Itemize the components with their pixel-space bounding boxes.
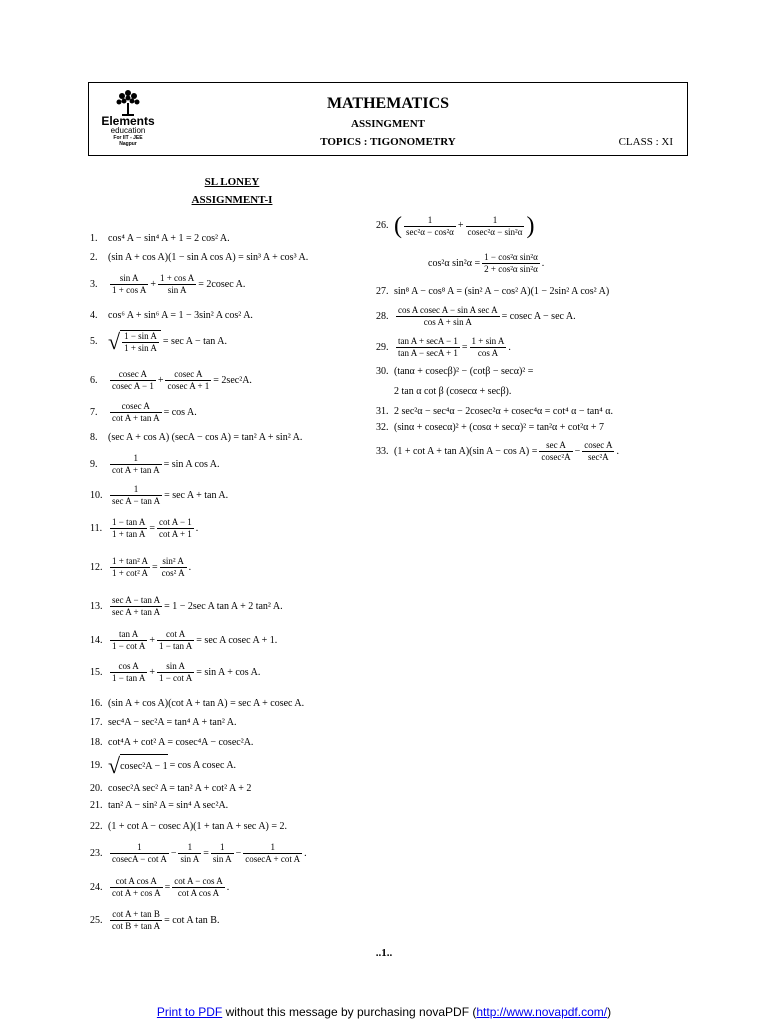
problem-29: 29. tan A + secA − 1 tan A − secA + 1 = $\frac{\text{1 + sin A}}{\text{cos A}}$ . [376,336,511,358]
problem-31: 31. 2 sec²α − sec⁴α − 2cosec²α + cosec⁴α = cot⁴ α − tan⁴ α. [376,406,613,417]
problem-33: 33. (1 + cot A + tan A)(sin A − cos A) = sec A cosec²A − cosec A sec²A . [376,440,619,462]
footer-end: ) [607,1005,612,1019]
problem-10: 10. 1 sec A − tan A = sec A + tan A. [90,484,229,506]
header-box [88,82,688,156]
problem-26-continued: cos²α sin²α = $\frac{\text{1 − cos²α sin²α}}{\text{2 + cos²α sin²α}}$ . [428,252,545,274]
problem-12: 12. $\frac{\text{1 + tan² A}}{\text{1 + cot² A}}$ = $\frac{\text{sin² A}}{\text{cos² A}}$ . [90,556,192,578]
footer-bar [0,1005,768,1019]
doc-subtitle: ASSINGMENT [351,118,425,130]
class-label: CLASS : XI [618,136,673,148]
problem-3: 3. sin A 1 + cos A + $\frac{\text{1 + cos A}}{\text{sin A}}$ = 2cosec A. [90,273,246,295]
print-to-pdf-link[interactable]: Print to PDF [156,1005,223,1019]
problem-18: 18. cot⁴A + cot² A = cosec⁴A − cosec²A. [90,737,254,748]
section-title: SL LONEY [204,176,260,188]
logo-text: Elements [101,114,155,128]
problem-19: 19. √ cosec²A − 1 = cos A cosec A. [90,753,237,778]
problem-13: 13. sec A − tan A sec A + tan A = 1 − 2sec A tan A + 2 tan² A. [90,595,283,617]
doc-topic: TOPICS : TIGONOMETRY [320,136,456,148]
footer-text: without this message by purchasing novaPDF ( [222,1005,477,1019]
problem-4: 4. cos⁶ A + sin⁶ A = 1 − 3sin² A cos² A. [90,310,253,321]
problem-2: 2. (sin A + cos A)(1 − sin A cos A) = sin³ A + cos³ A. [90,252,309,263]
page-number: ..1.. [375,947,393,959]
problem-26: 26. ( 1 sec²α − cos²α + $\frac{1}{\text{cosec²α − sin²α}}$ ) [376,213,535,239]
problem-5: 5. √ 1 − sin A 1 + sin A = sec A − tan A. [90,329,227,354]
problem-23: 23. 1 cosecA − cot A − $\frac{1}{\text{sin A}}$ = $\frac{1}{\text{sin A}}$ − 1 cosecA + cot A . [90,842,307,864]
problem-16: 16. (sin A + cos A)(cot A + tan A) = sec A + cosec A. [90,698,305,709]
logo-tag2: Nagpur [119,141,137,147]
problem-21: 21. tan² A − sin² A = sin⁴ A sec²A. [90,800,229,811]
problem-11: 11. $\frac{\text{1 − tan A}}{\text{1 + tan A}}$ = $\frac{\text{cot A − 1}}{\text{cot A + 1}}$ . [90,517,199,539]
problem-22: 22. (1 + cot A − cosec A)(1 + tan A + sec A) = 2. [90,821,288,832]
novapdf-link[interactable]: http://www.novapdf.com/ [476,1005,608,1019]
problem-9: 9. $\frac{1}{\text{cot A + tan A}}$ = sin A cos A. [90,453,220,475]
problem-25: 25. $\frac{\text{cot A + tan B}}{\text{cot B + tan A}}$ = cot A tan B. [90,909,220,931]
problem-30: 30. (tanα + cosecβ)² − (cotβ − secα)² = [376,366,534,377]
problem-7: 7. $\frac{\text{cosec A}}{\text{cot A + tan A}}$ = cos A. [90,401,197,423]
problem-8: 8. (sec A + cos A) (secA − cos A) = tan² A + sin² A. [90,432,303,443]
problem-17: 17. sec⁴A − sec²A = tan⁴ A + tan² A. [90,717,237,728]
logo-sub: education [110,126,146,135]
problem-28: 28. cos A cosec A − sin A sec A cos A + sin A = cosec A − sec A. [376,305,576,327]
problem-20: 20. cosec²A sec² A = tan² A + cot² A + 2 [90,783,252,794]
problem-14: 14. tan A 1 − cot A + $\frac{\text{cot A}}{\text{1 − tan A}}$ = sec A cosec A + 1. [90,629,278,651]
problem-15: 15. cos A 1 − tan A + $\frac{\text{sin A}}{\text{1 − cot A}}$ = sin A + cos A. [90,661,261,683]
section-subtitle: ASSIGNMENT-I [191,194,273,206]
problem-1: 1. cos⁴ A − sin⁴ A + 1 = 2 cos² A. [90,233,230,244]
logo-tag1: For IIT - JEE [113,135,143,141]
problem-32: 32. (sinα + cosecα)² + (cosα + secα)² = tan²α + cot²α + 7 [376,422,604,433]
problem-24: 24. $\frac{\text{cot A cos A}}{\text{cot A + cos A}}$ = $\frac{\text{cot A − cos A}}{\text{cot A cos A}}$ . [90,876,230,898]
doc-title: MATHEMATICS [326,95,450,112]
problem-27: 27. sin⁸ A − cos⁸ A = (sin² A − cos² A)(1 − 2sin² A cos² A) [376,286,610,297]
problem-6: 6. cosec A cosec A − 1 + $\frac{\text{cosec A}}{\text{cosec A + 1}}$ = 2sec²A. [90,369,252,391]
problem-30-continued: 2 tan α cot β (cosecα + secβ). [394,386,512,397]
